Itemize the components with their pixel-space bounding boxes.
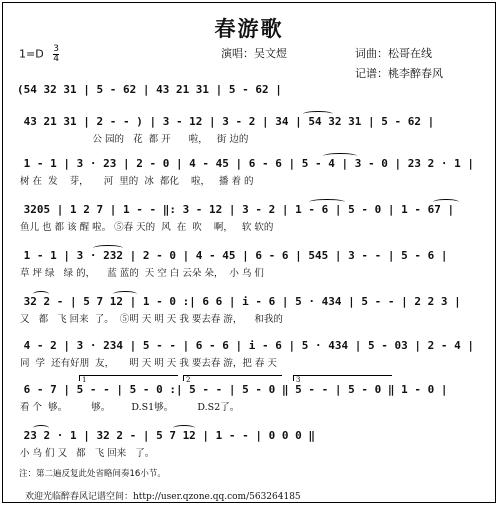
notation-line: 4 - 2 | 3 · 234 | 5 - - | 6 - 6 | i - 6 | 5 · 434 | 5 - 03 | 2 - 4 | xyxy=(17,339,474,352)
notation-line: 1 - 1 | 3 · 23 | 2 - 0 | 4 - 45 | 6 - 6 | 5 - 4 | 3 - 0 | 23 2 · 1 | xyxy=(17,157,474,170)
score-system xyxy=(17,113,483,147)
notation-line: (54 32 31 | 5 - 62 | 43 21 31 | 5 - 62 | xyxy=(17,83,282,96)
time-bottom: 4 xyxy=(53,54,59,64)
lyric-line: 公 园的 花 都 开 啦， 街 边的 xyxy=(17,134,249,145)
notation-line: 32 2 - | 5 7 12 | 1 - 0 :| 6 6 | i - 6 | 5 · 434 | 5 - - | 2 2 3 | xyxy=(17,295,461,308)
notation-line: 23 2 · 1 | 32 2 - | 5 7 12 | 1 - - | 0 0 0 ‖ xyxy=(17,429,316,442)
volta-bracket: 3 xyxy=(293,375,392,381)
score-system xyxy=(17,247,483,281)
score-system xyxy=(17,381,483,415)
notation-line: 3205 | 1 2 7 | 1 - - ‖: 3 - 12 | 3 - 2 | 1 - 6 | 5 - 0 | 1 - 67 | xyxy=(17,203,455,216)
lyricist-credit: 词曲：松哥在线 xyxy=(355,47,432,60)
score-system xyxy=(17,337,483,371)
notation-line: 1 - 1 | 3 · 232 | 2 - 0 | 4 - 45 | 6 - 6 | 545 | 3 - - | 5 - 6 | xyxy=(17,249,448,262)
slur-mark xyxy=(173,425,195,431)
score-system xyxy=(17,293,483,327)
score-system xyxy=(17,155,483,189)
singer-credit: 演唱：吴文煜 xyxy=(221,47,287,60)
lyric-line: 鱼儿 也 都 该 醒 啦。 ⑤春 天的 风 在 吹 啊， 软 软的 xyxy=(17,222,274,233)
time-signature xyxy=(53,45,59,64)
slur-mark xyxy=(323,153,357,159)
volta-bracket: 1 xyxy=(79,375,178,381)
notation-line: 43 21 31 | 2 - - ) | 3 - 12 | 3 - 2 | 34 | 54 32 31 | 5 - 62 | xyxy=(17,115,435,128)
song-title: 春游歌 xyxy=(214,16,284,41)
footnote: 注：第二遍反复此处省略间奏16小节。 xyxy=(19,469,166,479)
notator-credit: 记谱：桃李醉春风 xyxy=(355,67,443,80)
welcome-line: 欢迎光临醉春风记谱空间：http://user.qzone.qq.com/563264185 xyxy=(25,492,301,502)
slur-mark xyxy=(113,291,137,297)
slur-mark xyxy=(433,199,459,205)
time-top: 3 xyxy=(53,44,59,54)
slur-mark xyxy=(33,291,49,297)
score-system xyxy=(17,427,483,461)
notation-line: 6 - 7 | 5 - - | 5 - 0 :| 5 - - | 5 - 0 ‖ 5 - - | 5 - 0 ‖ 1 - 0 | xyxy=(17,383,448,396)
volta-bracket: 2 xyxy=(183,375,282,381)
score-sheet xyxy=(2,2,496,503)
slur-mark xyxy=(93,245,123,251)
lyric-line: 又 都 飞 回来 了。 ⑤明 天 明 天 我 要去春 游， 和我的 xyxy=(17,314,283,325)
lyric-line: 小 乌 们 又 都 飞 回来 了。 xyxy=(17,448,155,459)
key-signature xyxy=(19,45,59,64)
score-system xyxy=(17,81,483,115)
score-system xyxy=(17,201,483,235)
lyric-line: 同 学 还有好朋 友， 明 天 明 天 我 要去春 游，把 春 天 xyxy=(17,358,277,369)
slur-mark xyxy=(309,199,345,205)
lyric-line: 草 坪 绿 绿 的， 蓝 蓝的 天 空 白 云朵 朵， 小 乌 们 xyxy=(17,268,264,279)
slur-mark xyxy=(33,425,49,431)
key-label: 1=D xyxy=(19,47,44,61)
slur-mark xyxy=(303,111,333,117)
lyric-line: 树 在 发 芽， 河 里的 冰 都化 啦， 播 着 的 xyxy=(17,176,254,187)
lyric-line: 看 个 够。 够。 D.S1够。 D.S2了。 xyxy=(17,402,240,413)
